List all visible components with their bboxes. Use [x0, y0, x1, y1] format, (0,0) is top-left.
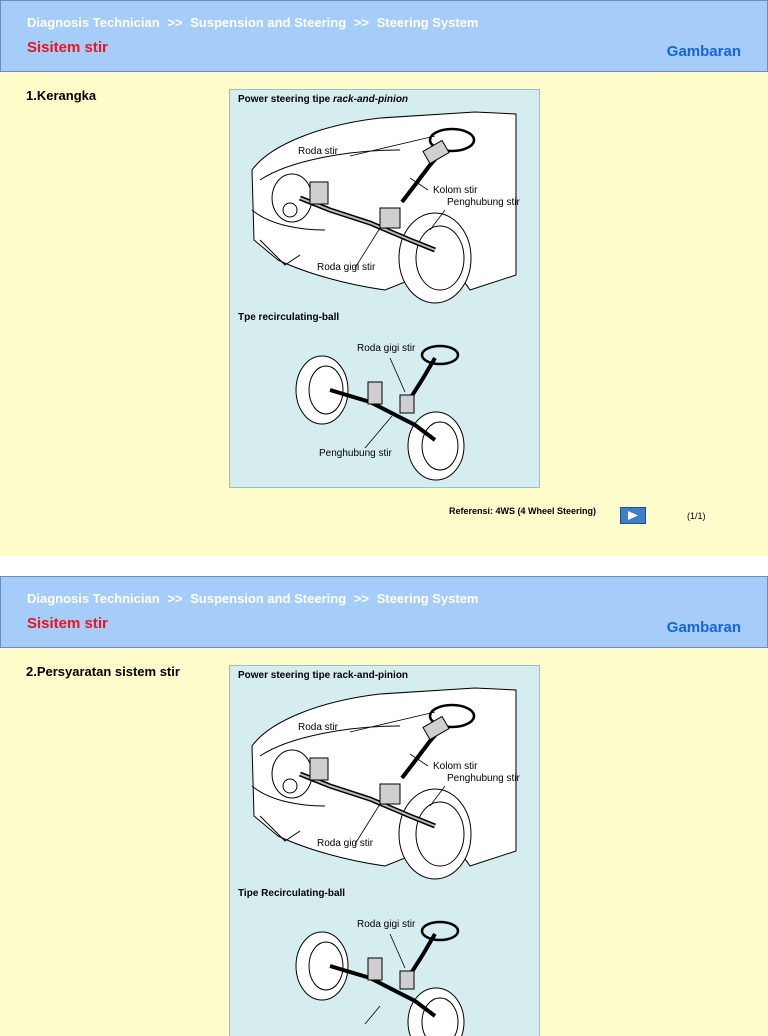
- diagram-label-rack-pinion: Power steering tipe rack-and-pinion: [238, 670, 409, 681]
- rack-pinion-illustration: [230, 666, 539, 1036]
- next-button[interactable]: [620, 507, 646, 524]
- steering-diagram: [229, 665, 540, 1036]
- gambaran-link[interactable]: Gambaran: [666, 619, 741, 636]
- section-heading: 2.Persyaratan sistem stir: [26, 664, 180, 679]
- header-bar: [0, 576, 768, 648]
- callout-penghubung-stir-2: Penghubung stir: [319, 448, 392, 459]
- page-title: Sisitem stir: [27, 615, 108, 632]
- callout-roda-gigi-stir-2: Roda gigi stir: [357, 919, 416, 930]
- breadcrumb-separator: >>: [353, 591, 369, 606]
- breadcrumb-diagnosis-technician[interactable]: Diagnosis Technician: [27, 15, 160, 30]
- page-counter: (1/1): [687, 511, 706, 521]
- callout-kolom-stir: Kolom stir: [433, 761, 478, 772]
- breadcrumb-separator: >>: [353, 15, 369, 30]
- breadcrumb-suspension-steering[interactable]: Suspension and Steering: [190, 15, 347, 30]
- breadcrumb: [27, 15, 478, 30]
- breadcrumb-separator: >>: [167, 15, 183, 30]
- callout-kolom-stir: Kolom stir: [433, 185, 478, 196]
- breadcrumb-diagnosis-technician[interactable]: Diagnosis Technician: [27, 591, 160, 606]
- play-icon: [628, 511, 638, 520]
- page-title: Sisitem stir: [27, 39, 108, 56]
- section-heading: 1.Kerangka: [26, 88, 97, 103]
- callout-roda-stir: Roda stir: [298, 722, 339, 733]
- callout-roda-stir: Roda stir: [298, 146, 339, 157]
- breadcrumb-suspension-steering[interactable]: Suspension and Steering: [190, 591, 347, 606]
- callout-roda-gigi-stir: Roda gigi stir: [317, 262, 376, 273]
- diagram-label-recirculating-ball: Tipe Recirculating-ball: [238, 888, 346, 899]
- callout-roda-gigi-stir-2: Roda gigi stir: [357, 343, 416, 354]
- diagram-label-recirculating-ball: Tpe recirculating-ball: [238, 312, 340, 323]
- rack-pinion-illustration: [230, 90, 539, 487]
- breadcrumb-separator: >>: [167, 591, 183, 606]
- diagram-label-rack-pinion: Power steering tipe rack-and-pinion: [238, 94, 409, 105]
- gambaran-link[interactable]: Gambaran: [666, 43, 741, 60]
- callout-penghubung-stir: Penghubung stir: [447, 197, 520, 208]
- breadcrumb-steering-system[interactable]: Steering System: [376, 591, 479, 606]
- header-bar: [0, 0, 768, 72]
- breadcrumb-steering-system[interactable]: Steering System: [376, 15, 479, 30]
- breadcrumb: [27, 591, 478, 606]
- callout-roda-gigi-stir: Roda gig stir: [317, 838, 374, 849]
- callout-penghubung-stir: Penghubung stir: [447, 773, 520, 784]
- steering-diagram: [229, 89, 540, 488]
- slide-separator: [0, 556, 768, 576]
- slide-2: [0, 576, 768, 1024]
- reference-link[interactable]: Referensi: 4WS (4 Wheel Steering): [449, 506, 597, 516]
